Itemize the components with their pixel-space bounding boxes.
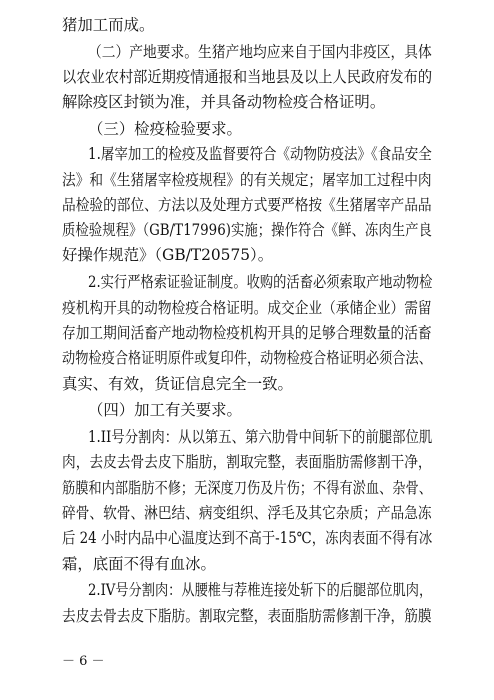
line-0: 猪加工而成。 bbox=[62, 16, 155, 34]
page-number: － 6 － bbox=[62, 654, 105, 669]
line-8: 质检验规程》（GB/T17996)实施；操作符合《鲜、冻肉生产良 bbox=[62, 221, 432, 239]
line-12: 存加工期间活畜产地动物检疫机构开具的足够合理数量的活畜 bbox=[62, 324, 432, 342]
line-5: 1.屠宰加工的检疫及监督要符合《动物防疫法》《食品安全 bbox=[88, 145, 432, 163]
line-11: 疫机构开具的动物检疫合格证明。成交企业（承储企业）需留 bbox=[62, 299, 432, 317]
line-3: 解除疫区封锁为准，并具备动物检疫合格证明。 bbox=[62, 93, 386, 111]
line-15: （四）加工有关要求。 bbox=[88, 401, 242, 419]
line-18: 筋膜和内部脂肪不修；无深度刀伤及片伤；不得有淤血、杂骨、 bbox=[62, 479, 432, 497]
line-22: 2.IV号分割肉：从腰椎与荐椎连接处斩下的后腿部位肌肉， bbox=[88, 581, 433, 599]
line-23: 去皮去骨去皮下脂肪。割取完整，表面脂肪需修割干净，筋膜 bbox=[62, 607, 432, 625]
line-4: （三）检疫检验要求。 bbox=[88, 120, 242, 138]
line-16: 1.II号分割肉：从以第五、第六肋骨中间斩下的前腿部位肌 bbox=[88, 428, 433, 446]
line-21: 霜，底面不得有血冰。 bbox=[62, 555, 216, 573]
line-1: （二）产地要求。生猪产地均应来自于国内非疫区，具体 bbox=[88, 43, 432, 61]
line-19: 碎骨、软骨、淋巴结、病变组织、浮毛及其它杂质；产品急冻 bbox=[62, 504, 432, 522]
line-10: 2.实行严格索证验证制度。收购的活畜必须索取产地动物检 bbox=[88, 273, 433, 291]
line-7: 品检验的部位、方法以及处理方式要严格按《生猪屠宰产品品 bbox=[62, 196, 432, 214]
line-17: 肉，去皮去骨去皮下脂肪，割取完整，表面脂肪需修割干净， bbox=[62, 453, 432, 471]
line-13: 动物检疫合格证明原件或复印件，动物检疫合格证明必须合法、 bbox=[62, 349, 432, 367]
line-9: 好操作规范》（GB/T20575）。 bbox=[62, 246, 274, 264]
line-6: 法》和《生猪屠宰检疫规程》的有关规定；屠宰加工过程中肉 bbox=[62, 171, 432, 189]
line-14: 真实、有效，货证信息完全一致。 bbox=[62, 375, 293, 393]
line-2: 以农业农村部近期疫情通报和当地县及以上人民政府发布的 bbox=[62, 68, 433, 86]
line-20: 后 24 小时内品中心温度达到不高于-15℃，冻肉表面不得有冰 bbox=[62, 529, 433, 547]
